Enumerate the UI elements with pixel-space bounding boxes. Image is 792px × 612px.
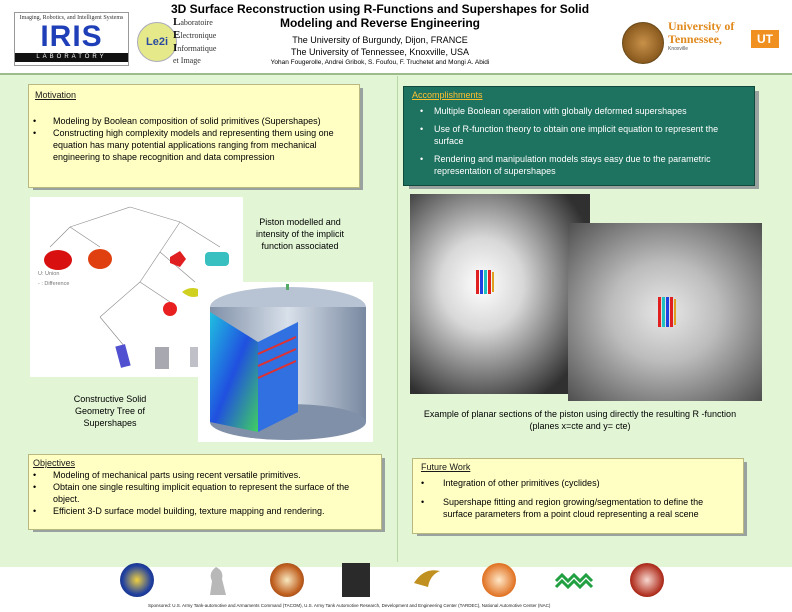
lamp-emblem-icon — [342, 563, 370, 597]
college-seal-icon — [630, 563, 664, 597]
list-item: • Modeling of mechanical parts using recent versatile primitives. — [33, 470, 301, 480]
piston-render — [198, 282, 373, 442]
le2i-logo-text: Laboratoire Electronique Informatique et Image — [173, 16, 217, 65]
affiliation-burgundy: The University of Burgundy, Dijon, FRANCE — [292, 35, 468, 45]
list-item: • Efficient 3-D surface model building, texture mapping and rendering. — [33, 506, 325, 516]
affiliation-tennessee: The University of Tennessee, Knoxville, USA — [291, 47, 469, 57]
list-item: • Use of R-function theory to obtain one implicit equation to represent the surface — [420, 124, 719, 146]
chain-emblem-icon — [554, 563, 588, 597]
list-item: • Integration of other primitives (cyclides) — [421, 478, 600, 488]
ut-logo-sub: Knoxville — [668, 46, 689, 52]
affiliations — [230, 34, 530, 58]
university-seal-icon — [622, 22, 664, 64]
list-item: • Modeling by Boolean composition of solid primitives (Supershapes) — [33, 116, 321, 126]
accomplishments-heading: Accomplishments — [412, 90, 483, 100]
future-work-list — [413, 477, 743, 520]
motivation-heading: Motivation — [35, 90, 77, 100]
piston-figure — [198, 282, 373, 442]
future-work-box — [412, 458, 744, 534]
tacom-seal-icon — [120, 563, 154, 597]
list-item: • Obtain one single resulting implicit equation to represent the surface of the object. — [33, 482, 350, 504]
list-item: • Multiple Boolean operation with globally deformed supershapes — [420, 106, 687, 116]
ut-logo-line2: Tennessee, — [668, 32, 722, 46]
tree-legend-union: U: Union — [38, 271, 60, 277]
poster-title: 3D Surface Reconstruction using R-Functions and Supershapes for Solid Modeling and Reverse Engineering — [170, 2, 590, 30]
bird-emblem-icon — [410, 563, 444, 597]
section-plane-x-image — [410, 194, 590, 394]
motivation-box — [28, 84, 360, 188]
iris-logo-bar: LABORATORY — [15, 53, 128, 62]
list-item: • Constructing high complexity models and representing them using one equation has many potential applications ranging from mechanical engineering to shape recognition and data compression — [33, 128, 334, 162]
ut-logo-line1: University of — [668, 19, 735, 33]
section-plane-y-figure — [568, 223, 762, 401]
motivation-list — [29, 115, 359, 163]
le2i-logo-disc: Le2i — [137, 22, 177, 62]
author-list: Yohan Fougerolle, Andrei Gribok, S. Foufou, F. Truchetet and Mongi A. Abidi — [270, 59, 490, 66]
accomplishments-list — [404, 105, 754, 177]
column-divider — [397, 76, 398, 562]
section-plane-y-image — [568, 223, 762, 401]
tree-legend-difference: - : Difference — [38, 281, 70, 287]
iris-logo-word: IRIS — [40, 20, 103, 53]
university-seal-icon — [270, 563, 304, 597]
sponsor-logos — [110, 563, 770, 601]
ut-logo — [668, 20, 783, 62]
list-item: • Rendering and manipulation models stays easy due to the parametric representation of supershapes — [420, 154, 711, 176]
objectives-list — [29, 469, 381, 517]
institute-seal-icon — [482, 563, 516, 597]
piston-caption: Piston modelled and intensity of the implicit function associated — [255, 217, 345, 251]
future-work-heading: Future Work — [421, 462, 471, 472]
sponsors-text: Sponsored: U.S. Army Tank-automotive and Armaments Command (TACOM), U.S. Army Tank Automotive Research, Development and Engineering Center (TARDEC), National Automotive Center (NAC) — [148, 603, 551, 608]
iris-lab-logo — [14, 12, 129, 66]
list-item: • Supershape fitting and region growing/segmentation to define the surface parameters from a point cloud representing a real scene — [421, 497, 704, 519]
objectives-heading: Objectives — [33, 458, 76, 468]
eagle-statue-icon — [200, 563, 234, 597]
objectives-box — [28, 454, 382, 530]
ut-badge: UT — [751, 30, 779, 48]
accomplishments-box — [403, 86, 755, 186]
iris-logo-tagline: Imaging, Robotics, and Intelligent Systems — [19, 15, 124, 21]
csg-tree-caption: Constructive Solid Geometry Tree of Supershapes — [73, 394, 147, 428]
sections-caption: Example of planar sections of the piston using directly the resulting R -function (planes x=cte and y= cte) — [423, 409, 737, 431]
section-plane-x-figure — [410, 194, 590, 394]
